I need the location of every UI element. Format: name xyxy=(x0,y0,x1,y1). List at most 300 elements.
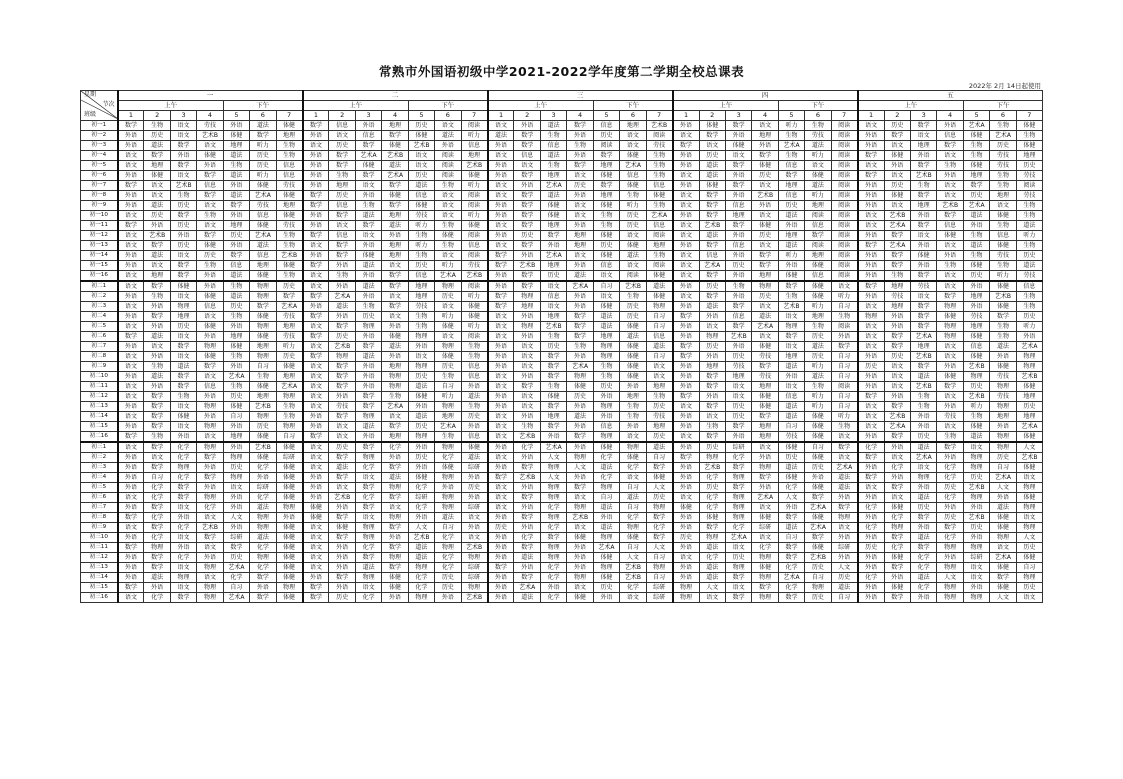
lesson-cell: 外语 xyxy=(435,141,461,151)
class-name: 初二12 xyxy=(81,392,118,402)
lesson-cell: 物理 xyxy=(170,302,196,312)
period-number: 1 xyxy=(673,111,699,121)
lesson-cell: 外语 xyxy=(725,171,751,181)
lesson-cell: 外语 xyxy=(593,513,619,523)
lesson-cell: 外语 xyxy=(910,593,936,603)
class-name: 初一10 xyxy=(81,211,118,221)
lesson-cell: 生物 xyxy=(778,151,804,161)
lesson-cell: 道法 xyxy=(1016,221,1042,231)
lesson-cell: 历史 xyxy=(805,563,831,573)
lesson-cell: 数学 xyxy=(144,412,170,422)
lesson-cell: 物理 xyxy=(725,493,751,503)
lesson-cell: 体健 xyxy=(593,171,619,181)
lesson-cell: 艺术A xyxy=(540,251,566,261)
lesson-cell: 艺术A xyxy=(593,543,619,553)
lesson-cell: 体健 xyxy=(646,473,673,483)
lesson-cell: 外语 xyxy=(805,473,831,483)
lesson-cell: 外语 xyxy=(673,322,699,332)
lesson-cell: 历史 xyxy=(408,121,434,131)
lesson-cell: 外语 xyxy=(408,402,434,412)
lesson-cell: 自习 xyxy=(831,302,858,312)
lesson-cell: 化学 xyxy=(910,583,936,593)
lesson-cell: 外语 xyxy=(382,533,408,543)
day-header-2: 二 xyxy=(303,91,488,101)
lesson-cell: 外语 xyxy=(197,553,223,563)
lesson-cell: 语文 xyxy=(990,543,1016,553)
lesson-cell: 生物 xyxy=(408,251,434,261)
lesson-cell: 数学 xyxy=(540,362,566,372)
lesson-cell: 数学 xyxy=(646,533,673,543)
lesson-cell: 体健 xyxy=(461,171,488,181)
lesson-cell: 地理 xyxy=(276,131,303,141)
lesson-cell: 物理 xyxy=(250,523,276,533)
lesson-cell: 外语 xyxy=(937,121,963,131)
lesson-cell: 语文 xyxy=(118,352,144,362)
lesson-cell: 物理 xyxy=(170,463,196,473)
period-number: 4 xyxy=(382,111,408,121)
lesson-cell: 语文 xyxy=(303,553,329,563)
lesson-cell: 人文 xyxy=(646,543,673,553)
lesson-cell: 化学 xyxy=(858,523,884,533)
lesson-cell: 体健 xyxy=(805,422,831,432)
lesson-cell: 人文 xyxy=(1016,533,1042,543)
lesson-cell: 阅读 xyxy=(646,131,673,141)
lesson-cell: 外语 xyxy=(197,463,223,473)
lesson-cell: 听力 xyxy=(778,121,804,131)
lesson-cell: 外语 xyxy=(514,372,540,382)
lesson-cell: 体健 xyxy=(620,322,646,332)
lesson-cell: 道法 xyxy=(620,251,646,261)
lesson-cell: 地理 xyxy=(963,322,989,332)
lesson-cell: 语文 xyxy=(488,181,514,191)
lesson-cell: 外语 xyxy=(118,553,144,563)
lesson-cell: 物理 xyxy=(197,442,223,453)
lesson-cell: 语文 xyxy=(831,281,858,292)
lesson-cell: 化学 xyxy=(593,473,619,483)
lesson-cell: 数学 xyxy=(303,121,329,131)
lesson-cell: 化学 xyxy=(250,493,276,503)
lesson-cell: 语文 xyxy=(858,402,884,412)
lesson-cell: 外语 xyxy=(778,221,804,231)
lesson-cell: 外语 xyxy=(303,151,329,161)
class-name: 初三16 xyxy=(81,593,118,603)
period-number: 2 xyxy=(514,111,540,121)
lesson-cell: 体健 xyxy=(250,332,276,342)
lesson-cell: 艺术B xyxy=(963,392,989,402)
lesson-cell: 听力 xyxy=(778,251,804,261)
period-number: 2 xyxy=(329,111,355,121)
lesson-cell: 体健 xyxy=(355,251,381,261)
lesson-cell: 历史 xyxy=(593,382,619,392)
lesson-cell: 物理 xyxy=(435,281,461,292)
lesson-cell: 劳技 xyxy=(752,352,778,362)
lesson-cell: 语文 xyxy=(170,332,196,342)
lesson-cell: 语文 xyxy=(118,271,144,282)
lesson-cell: 听力 xyxy=(805,392,831,402)
lesson-cell: 数学 xyxy=(303,231,329,241)
lesson-cell: 化学 xyxy=(170,453,196,463)
lesson-cell: 体健 xyxy=(250,221,276,231)
lesson-cell: 阅读 xyxy=(831,322,858,332)
lesson-cell: 数学 xyxy=(514,211,540,221)
lesson-cell: 数学 xyxy=(382,302,408,312)
lesson-cell: 综研 xyxy=(646,583,673,593)
lesson-cell: 地理 xyxy=(223,432,249,443)
class-row xyxy=(81,271,1043,282)
lesson-cell: 艺术B xyxy=(1016,453,1042,463)
lesson-cell: 数学 xyxy=(778,553,804,563)
lesson-cell: 听力 xyxy=(408,241,434,251)
lesson-cell: 外语 xyxy=(118,201,144,211)
lesson-cell: 地理 xyxy=(805,251,831,261)
lesson-cell: 生物 xyxy=(540,161,566,171)
lesson-cell: 语文 xyxy=(725,392,751,402)
lesson-cell: 艺术A xyxy=(567,281,593,292)
lesson-cell: 历史 xyxy=(408,453,434,463)
lesson-cell: 物理 xyxy=(937,543,963,553)
lesson-cell: 生物 xyxy=(646,161,673,171)
class-name: 初三11 xyxy=(81,543,118,553)
lesson-cell: 阅读 xyxy=(831,231,858,241)
lesson-cell: 外语 xyxy=(540,432,566,443)
lesson-cell: 外语 xyxy=(223,523,249,533)
lesson-cell: 历史 xyxy=(223,463,249,473)
lesson-cell: 语文 xyxy=(303,533,329,543)
lesson-cell: 化学 xyxy=(540,593,566,603)
lesson-cell: 物理 xyxy=(963,543,989,553)
lesson-cell: 数学 xyxy=(858,392,884,402)
lesson-cell: 生物 xyxy=(593,362,619,372)
lesson-cell: 语文 xyxy=(673,131,699,141)
lesson-cell: 地理 xyxy=(170,312,196,322)
lesson-cell: 体健 xyxy=(990,583,1016,593)
lesson-cell: 体健 xyxy=(540,392,566,402)
lesson-cell: 数学 xyxy=(382,563,408,573)
lesson-cell: 生物 xyxy=(355,302,381,312)
lesson-cell: 劳技 xyxy=(276,221,303,231)
lesson-cell: 语文 xyxy=(197,543,223,553)
lesson-cell: 物理 xyxy=(1016,483,1042,493)
lesson-cell: 阅读 xyxy=(461,251,488,261)
lesson-cell: 数学 xyxy=(831,342,858,352)
lesson-cell: 外语 xyxy=(144,352,170,362)
lesson-cell: 历史 xyxy=(805,352,831,362)
lesson-cell: 道法 xyxy=(963,241,989,251)
class-row xyxy=(81,131,1043,141)
lesson-cell: 历史 xyxy=(355,312,381,322)
lesson-cell: 人文 xyxy=(223,513,249,523)
lesson-cell: 生物 xyxy=(1016,302,1042,312)
lesson-cell: 语文 xyxy=(118,151,144,161)
lesson-cell: 体健 xyxy=(276,261,303,271)
lesson-cell: 外语 xyxy=(567,442,593,453)
lesson-cell: 物理 xyxy=(725,503,751,513)
lesson-cell: 生物 xyxy=(276,231,303,241)
class-name: 初二4 xyxy=(81,312,118,322)
lesson-cell: 物理 xyxy=(514,322,540,332)
lesson-cell: 地理 xyxy=(646,422,673,432)
lesson-cell: 语文 xyxy=(170,251,196,261)
lesson-cell: 语文 xyxy=(488,503,514,513)
class-name: 初二14 xyxy=(81,412,118,422)
lesson-cell: 数学 xyxy=(910,271,936,282)
lesson-cell: 物理 xyxy=(144,543,170,553)
lesson-cell: 外语 xyxy=(382,231,408,241)
lesson-cell: 生物 xyxy=(170,191,196,201)
period-number: 3 xyxy=(910,111,936,121)
lesson-cell: 道法 xyxy=(355,261,381,271)
lesson-cell: 地理 xyxy=(725,211,751,221)
lesson-cell: 地理 xyxy=(540,221,566,231)
lesson-cell: 化学 xyxy=(540,503,566,513)
lesson-cell: 数学 xyxy=(144,523,170,533)
lesson-cell: 体健 xyxy=(990,302,1016,312)
lesson-cell: 外语 xyxy=(831,553,858,563)
lesson-cell: 物理 xyxy=(937,563,963,573)
lesson-cell: 数学 xyxy=(725,463,751,473)
lesson-cell: 数学 xyxy=(144,553,170,563)
lesson-cell: 数学 xyxy=(329,151,355,161)
lesson-cell: 数学 xyxy=(514,241,540,251)
lesson-cell: 外语 xyxy=(488,593,514,603)
lesson-cell: 劳技 xyxy=(910,281,936,292)
lesson-cell: 生物 xyxy=(540,332,566,342)
lesson-cell: 生物 xyxy=(435,241,461,251)
class-row xyxy=(81,382,1043,392)
lesson-cell: 体健 xyxy=(752,342,778,352)
class-row xyxy=(81,543,1043,553)
lesson-cell: 化学 xyxy=(144,483,170,493)
lesson-cell: 道法 xyxy=(593,322,619,332)
lesson-cell: 数学 xyxy=(355,402,381,412)
lesson-cell: 地理 xyxy=(1016,151,1042,161)
lesson-cell: 物理 xyxy=(884,523,910,533)
lesson-cell: 道法 xyxy=(963,432,989,443)
lesson-cell: 外语 xyxy=(725,191,751,201)
lesson-cell: 物理 xyxy=(382,553,408,563)
lesson-cell: 数学 xyxy=(752,362,778,372)
lesson-cell: 语文 xyxy=(488,432,514,443)
class-name: 初一13 xyxy=(81,241,118,251)
lesson-cell: 自习 xyxy=(831,392,858,402)
lesson-cell: 生物 xyxy=(646,251,673,261)
lesson-cell: 数学 xyxy=(910,322,936,332)
lesson-cell: 语文 xyxy=(514,352,540,362)
lesson-cell: 阅读 xyxy=(435,171,461,181)
lesson-cell: 信息 xyxy=(540,141,566,151)
lesson-cell: 艺术A xyxy=(276,302,303,312)
lesson-cell: 数学 xyxy=(382,181,408,191)
lesson-cell: 综研 xyxy=(408,493,434,503)
class-name: 初一11 xyxy=(81,221,118,231)
lesson-cell: 物理 xyxy=(725,563,751,573)
lesson-cell: 物理 xyxy=(461,553,488,563)
lesson-cell: 数学 xyxy=(699,382,725,392)
lesson-cell: 物理 xyxy=(990,402,1016,412)
lesson-cell: 语文 xyxy=(884,171,910,181)
class-row xyxy=(81,533,1043,543)
lesson-cell: 数学 xyxy=(144,392,170,402)
lesson-cell: 外语 xyxy=(223,442,249,453)
lesson-cell: 语文 xyxy=(884,362,910,372)
lesson-cell: 历史 xyxy=(963,191,989,201)
lesson-cell: 语文 xyxy=(408,352,434,362)
lesson-cell: 外语 xyxy=(673,382,699,392)
lesson-cell: 外语 xyxy=(673,573,699,583)
lesson-cell: 艺术A xyxy=(250,191,276,201)
class-row xyxy=(81,352,1043,362)
lesson-cell: 自习 xyxy=(646,322,673,332)
lesson-cell: 外语 xyxy=(488,231,514,241)
lesson-cell: 数学 xyxy=(540,422,566,432)
lesson-cell: 外语 xyxy=(937,553,963,563)
lesson-cell: 语文 xyxy=(752,211,778,221)
lesson-cell: 化学 xyxy=(699,553,725,563)
lesson-cell: 外语 xyxy=(355,191,381,201)
lesson-cell: 历史 xyxy=(884,352,910,362)
lesson-cell: 生物 xyxy=(963,151,989,161)
lesson-cell: 信息 xyxy=(250,251,276,261)
lesson-cell: 综研 xyxy=(461,563,488,573)
lesson-cell: 语文 xyxy=(118,211,144,221)
lesson-cell: 外语 xyxy=(144,221,170,231)
lesson-cell: 阅读 xyxy=(831,241,858,251)
lesson-cell: 物理 xyxy=(435,342,461,352)
lesson-cell: 历史 xyxy=(937,483,963,493)
lesson-cell: 艺术B xyxy=(461,271,488,282)
lesson-cell: 自习 xyxy=(620,483,646,493)
lesson-cell: 生物 xyxy=(990,221,1016,231)
lesson-cell: 语文 xyxy=(831,523,858,533)
lesson-cell: 语文 xyxy=(435,211,461,221)
lesson-cell: 综研 xyxy=(752,523,778,533)
class-name: 初二9 xyxy=(81,362,118,372)
lesson-cell: 历史 xyxy=(963,271,989,282)
lesson-cell: 外语 xyxy=(303,473,329,483)
lesson-cell: 物理 xyxy=(937,583,963,593)
lesson-cell: 生物 xyxy=(197,261,223,271)
lesson-cell: 生物 xyxy=(567,342,593,352)
lesson-cell: 外语 xyxy=(567,151,593,161)
lesson-cell: 体健 xyxy=(1016,553,1042,563)
lesson-cell: 劳技 xyxy=(250,201,276,211)
lesson-cell: 历史 xyxy=(699,442,725,453)
lesson-cell: 物理 xyxy=(355,322,381,332)
class-name: 初二2 xyxy=(81,292,118,302)
lesson-cell: 体健 xyxy=(593,302,619,312)
lesson-cell: 历史 xyxy=(170,221,196,231)
lesson-cell: 艺术A xyxy=(752,493,778,503)
lesson-cell: 听力 xyxy=(805,302,831,312)
lesson-cell: 数学 xyxy=(514,191,540,201)
lesson-cell: 语文 xyxy=(699,593,725,603)
lesson-cell: 数学 xyxy=(118,332,144,342)
lesson-cell: 物理 xyxy=(250,281,276,292)
lesson-cell: 语文 xyxy=(118,442,144,453)
lesson-cell: 道法 xyxy=(805,141,831,151)
lesson-cell: 外语 xyxy=(620,422,646,432)
lesson-cell: 历史 xyxy=(884,121,910,131)
lesson-cell: 听力 xyxy=(435,261,461,271)
lesson-cell: 化学 xyxy=(170,523,196,533)
lesson-cell: 信息 xyxy=(355,131,381,141)
lesson-cell: 物理 xyxy=(963,463,989,473)
lesson-cell: 历史 xyxy=(276,281,303,292)
class-name: 初二7 xyxy=(81,342,118,352)
lesson-cell: 信息 xyxy=(408,271,434,282)
lesson-cell: 语文 xyxy=(937,352,963,362)
lesson-cell: 艺术B xyxy=(990,292,1016,302)
lesson-cell: 语文 xyxy=(937,281,963,292)
lesson-cell: 数学 xyxy=(910,191,936,201)
lesson-cell: 数学 xyxy=(197,473,223,483)
lesson-cell: 道法 xyxy=(223,151,249,161)
lesson-cell: 语文 xyxy=(567,211,593,221)
lesson-cell: 历史 xyxy=(963,382,989,392)
period-number: 5 xyxy=(593,111,619,121)
lesson-cell: 数学 xyxy=(699,432,725,443)
lesson-cell: 外语 xyxy=(355,332,381,342)
lesson-cell: 艺术B xyxy=(910,382,936,392)
lesson-cell: 体健 xyxy=(276,473,303,483)
class-name: 初二16 xyxy=(81,432,118,443)
lesson-cell: 地理 xyxy=(1016,412,1042,422)
lesson-cell: 语文 xyxy=(673,251,699,261)
lesson-cell: 语文 xyxy=(197,372,223,382)
lesson-cell: 物理 xyxy=(276,503,303,513)
lesson-cell: 道法 xyxy=(778,523,804,533)
lesson-cell: 阅读 xyxy=(435,161,461,171)
lesson-cell: 体健 xyxy=(990,281,1016,292)
lesson-cell: 数学 xyxy=(778,332,804,342)
lesson-cell: 道法 xyxy=(1016,261,1042,271)
lesson-cell: 物理 xyxy=(567,503,593,513)
lesson-cell: 语文 xyxy=(858,211,884,221)
lesson-cell: 历史 xyxy=(752,292,778,302)
lesson-cell: 外语 xyxy=(408,342,434,352)
lesson-cell: 道法 xyxy=(646,342,673,352)
header-row-days xyxy=(81,91,1043,101)
lesson-cell: 语文 xyxy=(118,392,144,402)
lesson-cell: 语文 xyxy=(673,553,699,563)
lesson-cell: 地理 xyxy=(646,382,673,392)
lesson-cell: 体健 xyxy=(620,453,646,463)
lesson-cell: 外语 xyxy=(567,473,593,483)
lesson-cell: 道法 xyxy=(699,302,725,312)
master-schedule-table xyxy=(80,90,1043,603)
class-name: 初二11 xyxy=(81,382,118,392)
lesson-cell: 语文 xyxy=(170,563,196,573)
lesson-cell: 物理 xyxy=(197,593,223,603)
lesson-cell: 生物 xyxy=(884,271,910,282)
lesson-cell: 外语 xyxy=(858,432,884,443)
lesson-cell: 语文 xyxy=(144,181,170,191)
lesson-cell: 物理 xyxy=(355,523,381,533)
lesson-cell: 道法 xyxy=(355,563,381,573)
lesson-cell: 自习 xyxy=(276,432,303,443)
morning-header: 上午 xyxy=(488,101,594,111)
lesson-cell: 信息 xyxy=(197,181,223,191)
lesson-cell: 数学 xyxy=(303,593,329,603)
lesson-cell: 艺术B xyxy=(144,231,170,241)
lesson-cell: 化学 xyxy=(778,483,804,493)
lesson-cell: 体健 xyxy=(276,573,303,583)
lesson-cell: 体健 xyxy=(303,503,329,513)
lesson-cell: 物理 xyxy=(593,563,619,573)
lesson-cell: 化学 xyxy=(858,442,884,453)
lesson-cell: 历史 xyxy=(858,362,884,372)
lesson-cell: 语文 xyxy=(144,191,170,201)
